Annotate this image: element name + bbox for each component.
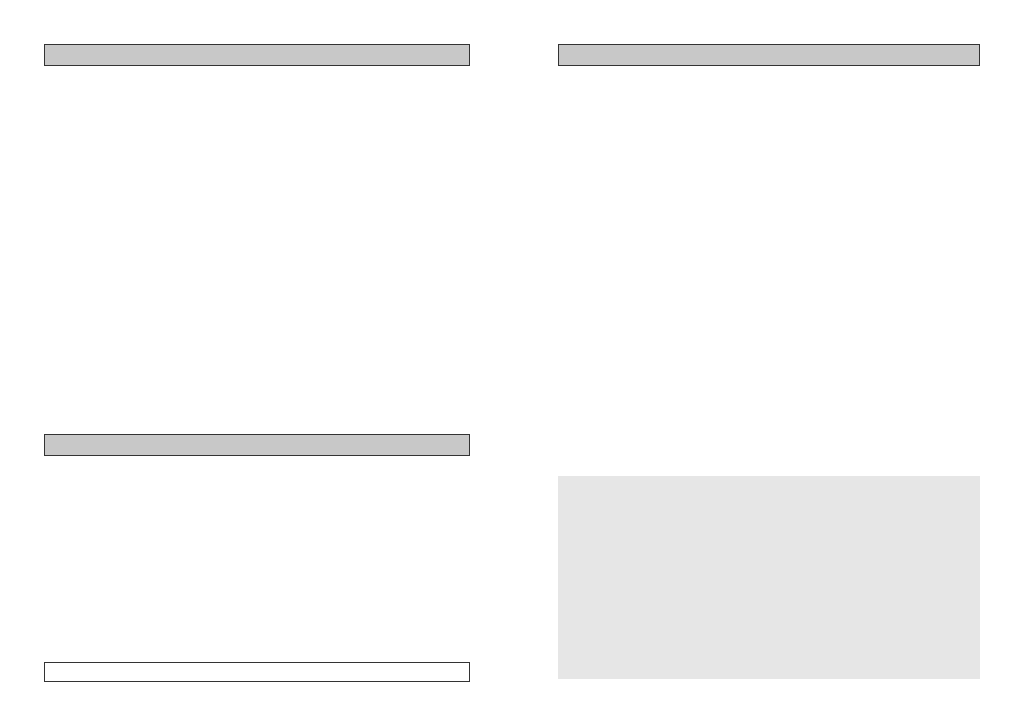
worship-note: [44, 662, 470, 682]
morning-service-title: [44, 44, 470, 66]
mission-box: [558, 476, 980, 679]
giving-title: [558, 44, 980, 66]
afternoon-service-title: [44, 434, 470, 456]
